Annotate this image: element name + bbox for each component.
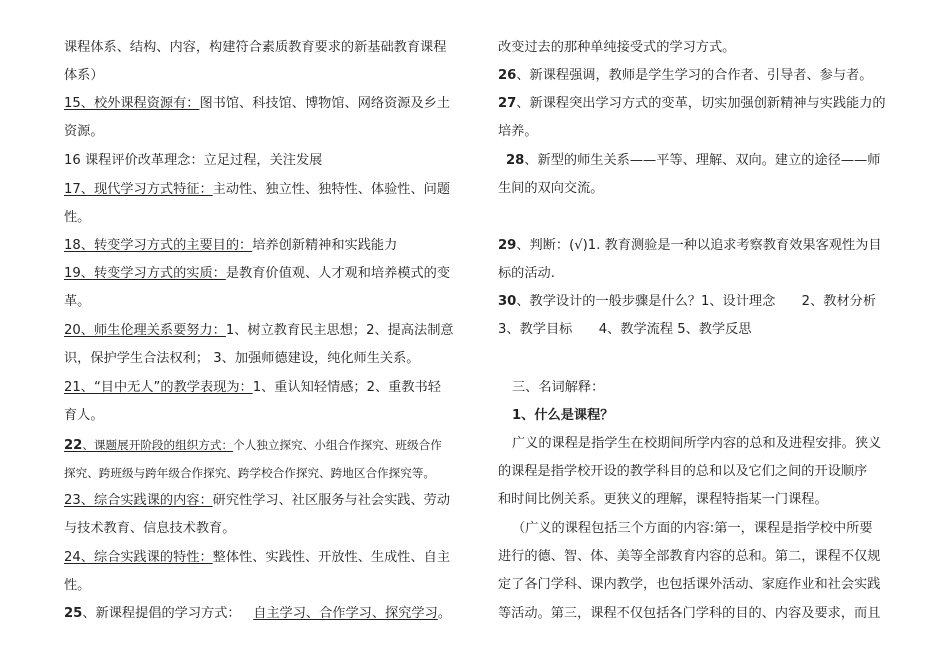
item-label: 17、现代学习方式特征： — [64, 182, 213, 197]
definition-line: 和时间比例关系。更狭义的理解，课程特指某一门课程。 — [498, 492, 828, 507]
term-heading: 1、什么是课程？ — [512, 408, 614, 423]
item-number: 28 — [506, 153, 525, 168]
text-line: 探究、跨班级与跨年级合作探究、跨学校合作探究、跨地区合作探究等。 — [64, 466, 436, 480]
item-text: 、新型的师生关系——平等、理解、双向。建立的途径——师 — [524, 153, 881, 168]
item-30 — [498, 292, 876, 312]
definition-line: 广义的课程是指学生在校期间所学内容的总和及进程安排。狭义 — [512, 436, 882, 451]
text-line: 体系） — [64, 68, 104, 83]
item-label: 24、综合实践课的特性： — [64, 550, 213, 565]
text-line: 育人。 — [64, 408, 104, 423]
item-text: 、判断：(√)1. 教育测验是一种以追求考察教育效果客观性为目 — [516, 238, 882, 253]
item-text: 整体性、实践性、开放性、生成性、自主 — [212, 550, 451, 565]
text-line: 3、教学目标 4、教学流程 5、教学反思 — [498, 322, 752, 337]
text-line: 性。 — [64, 578, 91, 593]
item-28 — [506, 151, 880, 171]
item-number: 25 — [64, 606, 83, 621]
definition-line: 的课程是指学校开设的教学科目的总和以及它们之间的开设顺序 — [498, 464, 868, 479]
text-line: 生间的双向交流。 — [498, 181, 604, 196]
item-number: 27 — [498, 96, 517, 111]
text-line: 改变过去的那种单纯接受式的学习方式。 — [498, 40, 736, 55]
definition-line: 等活动。第三，课程不仅包括各门学科的目的、内容及要求，而且 — [498, 606, 881, 621]
item-label: 21、“目中无人”的教学表现为： — [64, 380, 253, 395]
item-20 — [64, 321, 454, 341]
item-label: 、课题展开阶段的组织方式： — [82, 438, 234, 452]
item-label: 18、转变学习方式的主要目的： — [64, 238, 253, 253]
item-number: 22 — [64, 438, 83, 453]
item-text: 主动性、独立性、独特性、体验性、问题 — [212, 182, 451, 197]
text-line: 与技术教育、信息技术教育。 — [64, 521, 236, 536]
text-line: 革。 — [64, 294, 91, 309]
item-16: 16 课程评价改革理念：立足过程，关注发展 — [64, 153, 323, 168]
item-text: 、新课程强调，教师是学生学习的合作者、引导者、参与者。 — [516, 68, 873, 83]
item-text: 培养创新精神和实践能力 — [252, 238, 398, 253]
definition-line: （广义的课程包括三个方面的内容:第一，课程是指学校中所要 — [512, 521, 873, 536]
item-21 — [64, 378, 441, 398]
definition-line: 进行的德、智、体、美等全部教育内容的总和。第二，课程不仅规 — [498, 549, 881, 564]
item-29 — [498, 236, 882, 256]
item-number: 30 — [498, 294, 517, 309]
text-line: 资源。 — [64, 124, 104, 139]
item-22 — [64, 435, 442, 455]
item-17 — [64, 180, 450, 200]
item-25 — [64, 604, 451, 624]
item-text: 图书馆、科技馆、博物馆、网络资源及乡土 — [199, 96, 451, 111]
text-line: 识，保护学生合法权利； 3、加强师德建设，纯化师生关系。 — [64, 351, 420, 366]
text-line: 课程体系、结构、内容，构建符合素质教育要求的新基础教育课程 — [64, 40, 447, 55]
item-26 — [498, 66, 872, 86]
item-end: 。 — [437, 606, 451, 621]
item-text: 1、树立教育民主思想；2、提高法制意 — [225, 323, 454, 338]
item-text: 1、重认知轻情感；2、重教书轻 — [252, 380, 441, 395]
item-24 — [64, 548, 450, 568]
item-label: 20、师生伦理关系要努力： — [64, 323, 226, 338]
item-text: 是教育价值观、人才观和培养模式的变 — [225, 266, 451, 281]
item-27 — [498, 94, 886, 114]
definition-line: 定了各门学科、课内教学，也包括课外活动、家庭作业和社会实践 — [498, 577, 881, 592]
text-line: 标的活动. — [498, 266, 555, 281]
item-text: 、新课程突出学习方式的变革，切实加强创新精神与实践能力的 — [516, 96, 886, 111]
text-line: 性。 — [64, 210, 91, 225]
item-label: 15、校外课程资源有： — [64, 96, 200, 111]
item-23 — [64, 491, 450, 511]
item-number: 26 — [498, 68, 517, 83]
item-label: 23、综合实践课的内容： — [64, 493, 213, 508]
section-heading: 三、名词解释： — [512, 380, 605, 395]
item-text: 个人独立探究、小组合作探究、班级合作 — [233, 438, 442, 452]
item-18 — [64, 236, 397, 256]
item-text: 自主学习、合作学习、探究学习 — [253, 606, 438, 621]
item-label: 、新课程提倡的学习方式： — [82, 606, 241, 621]
item-text: 研究性学习、社区服务与社会实践、劳动 — [212, 493, 451, 508]
item-15 — [64, 94, 450, 114]
item-label: 19、转变学习方式的实质： — [64, 266, 226, 281]
item-number: 29 — [498, 238, 517, 253]
item-text: 、教学设计的一般步骤是什么？1、设计理念 2、教材分析 — [516, 294, 877, 309]
text-line: 培养。 — [498, 124, 538, 139]
item-19 — [64, 264, 450, 284]
